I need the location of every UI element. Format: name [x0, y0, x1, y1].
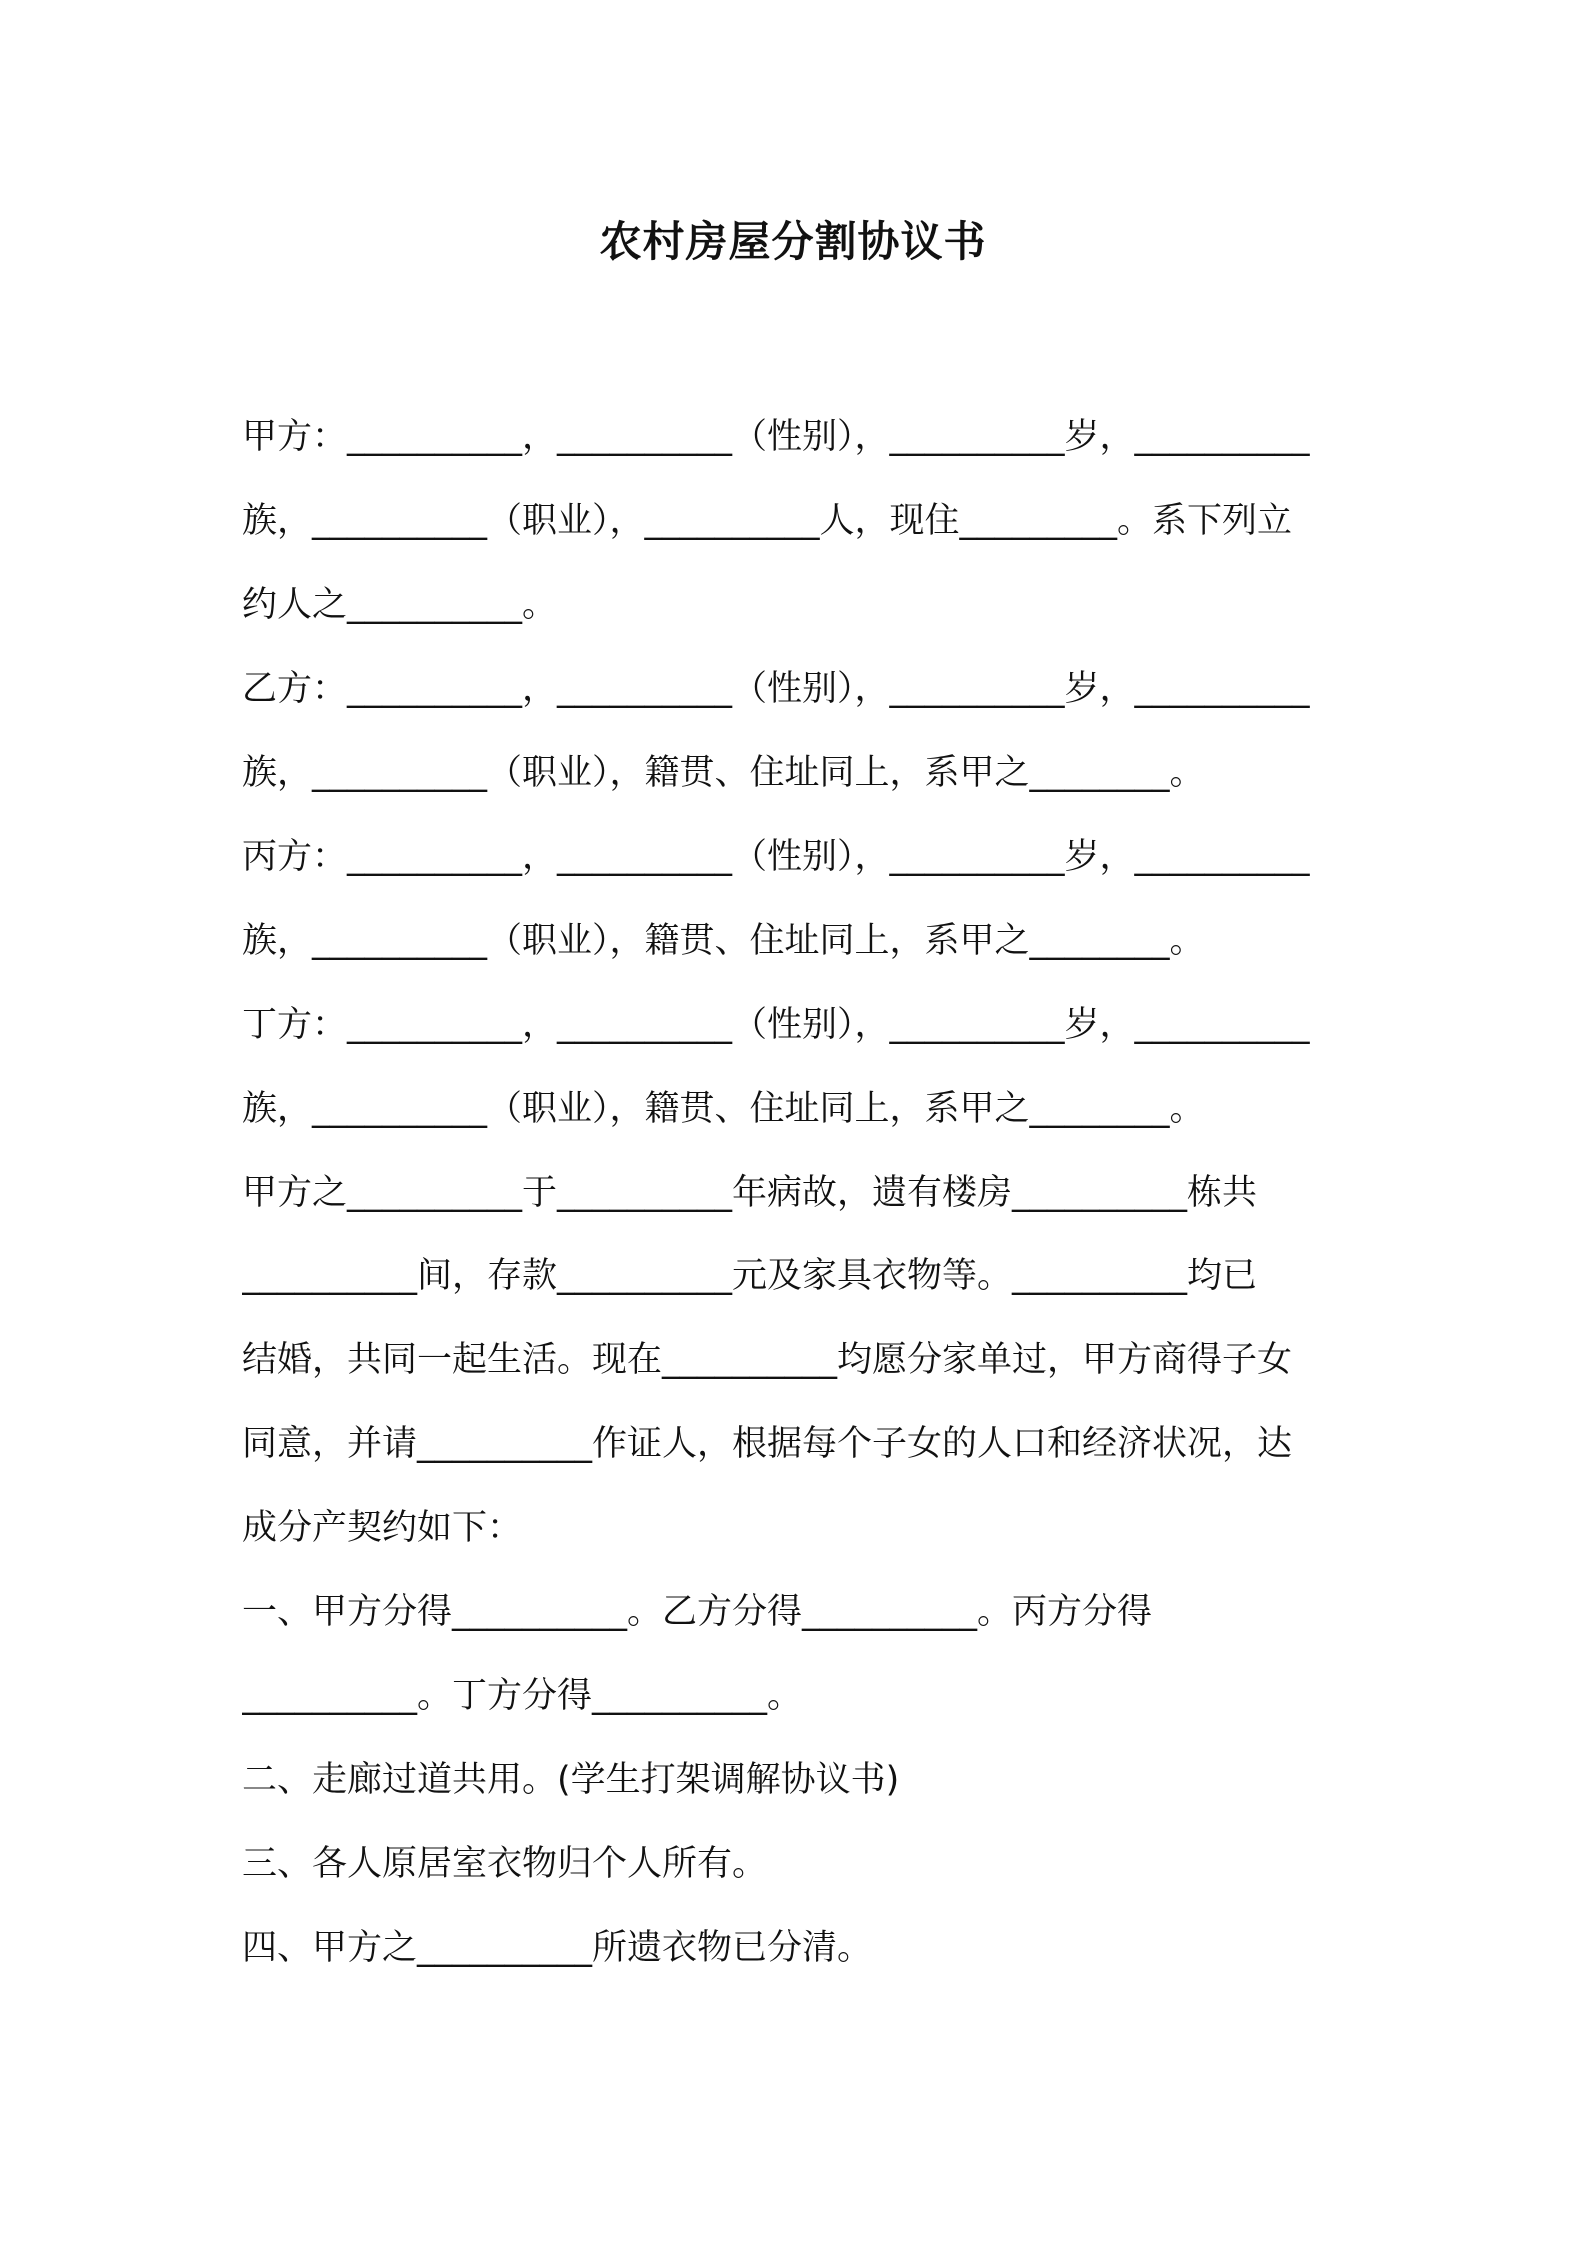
clause-2: 二、走廊过道共用。(学生打架调解协议书): [242, 1760, 900, 1800]
party-a-line-1: 甲方：__________，__________（性别），__________岁，__________: [242, 417, 1310, 457]
party-d-line-2: 族，__________（职业），籍贯、住址同上，系甲之________。: [242, 1089, 1205, 1129]
background-line-5: 成分产契约如下：: [242, 1508, 523, 1548]
party-b-line-1: 乙方：__________，__________（性别），__________岁，__________: [242, 669, 1310, 709]
party-a-line-3: 约人之__________。: [242, 585, 558, 625]
party-c-line-1: 丙方：__________，__________（性别），__________岁，__________: [242, 837, 1310, 877]
background-line-2: __________间，存款__________元及家具衣物等。__________均已: [242, 1256, 1258, 1296]
clause-3: 三、各人原居室衣物归个人所有。: [242, 1844, 768, 1884]
clause-4: 四、甲方之__________所遗衣物已分清。: [242, 1928, 873, 1968]
party-a-line-2: 族，__________（职业），__________人，现住_________。系下列立: [242, 501, 1293, 541]
document-title: 农村房屋分割协议书: [599, 217, 987, 266]
background-line-4: 同意，并请__________作证人，根据每个子女的人口和经济状况，达: [242, 1424, 1293, 1464]
party-d-line-1: 丁方：__________，__________（性别），__________岁，__________: [242, 1005, 1310, 1045]
clause-1-line-1: 一、甲方分得__________。乙方分得__________。丙方分得: [242, 1592, 1153, 1632]
background-line-1: 甲方之__________于__________年病故，遗有楼房__________栋共: [242, 1173, 1258, 1213]
party-c-line-2: 族，__________（职业），籍贯、住址同上，系甲之________。: [242, 921, 1205, 961]
clause-1-line-2: __________。丁方分得__________。: [242, 1676, 803, 1716]
party-b-line-2: 族，__________（职业），籍贯、住址同上，系甲之________。: [242, 753, 1205, 793]
background-line-3: 结婚，共同一起生活。现在__________均愿分家单过，甲方商得子女: [242, 1340, 1293, 1380]
